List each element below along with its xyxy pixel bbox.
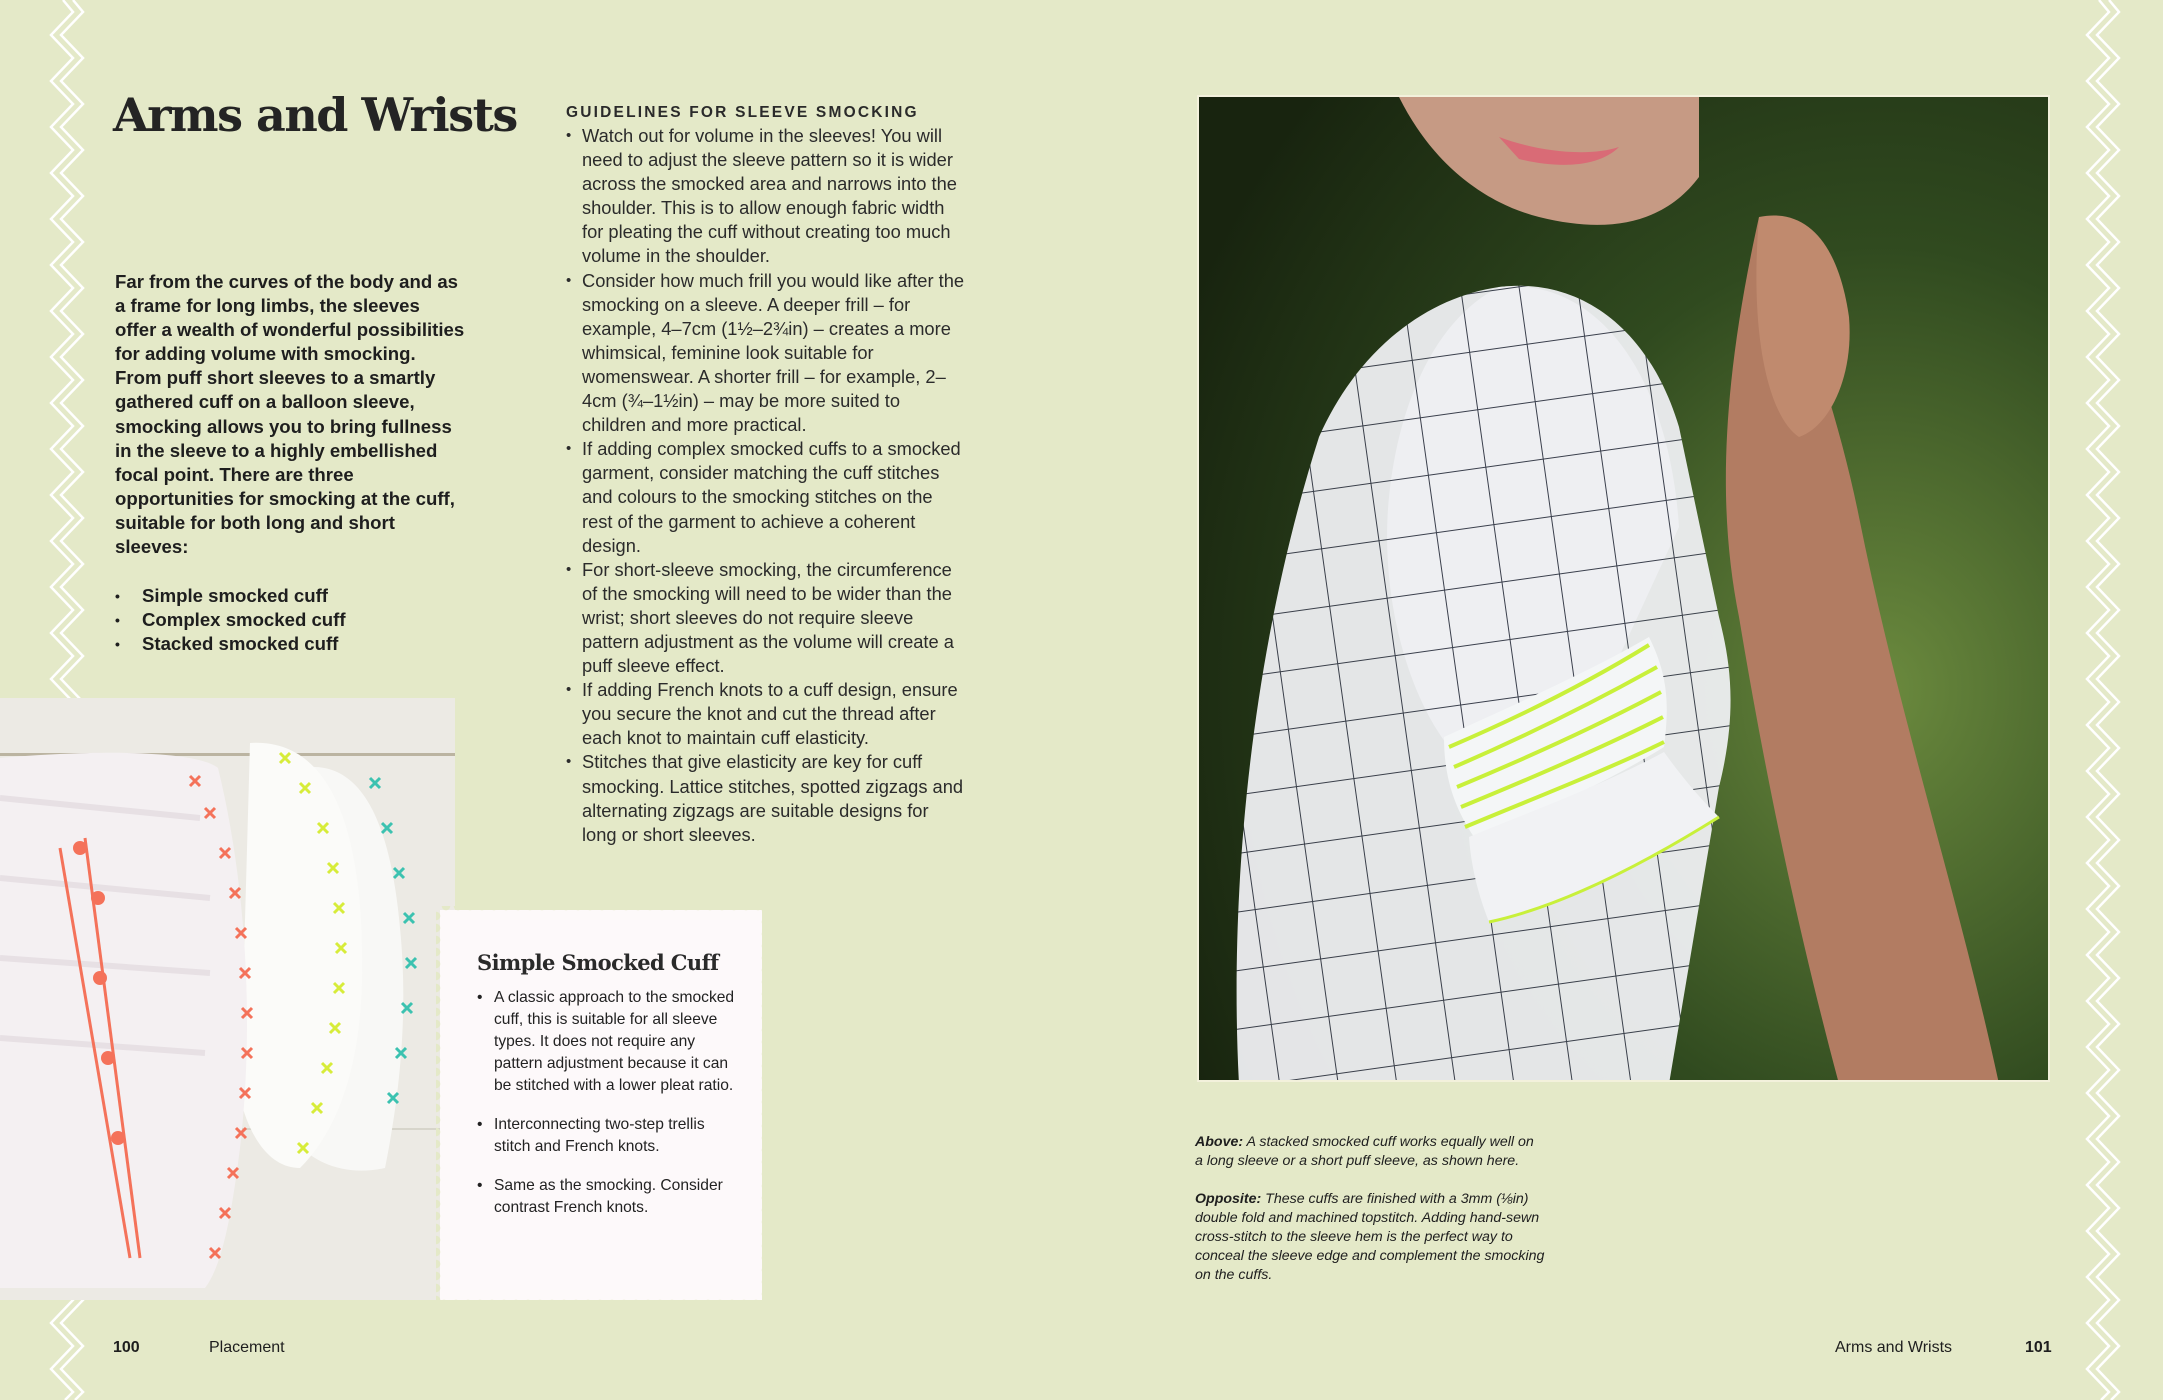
caption-opposite bbox=[1195, 1190, 1545, 1285]
list-item: • Complex smocked cuff bbox=[115, 608, 346, 632]
callout-list bbox=[477, 987, 736, 1219]
cuff-types-list bbox=[115, 584, 346, 656]
guideline-item: • Stitches that give elasticity are key for cuff smocking. Lattice stitches, spotted zigzags and alternating zigzags are suitable designs for long or short sleeves. bbox=[566, 750, 966, 846]
stamp-edge bbox=[758, 910, 766, 1300]
caption-above bbox=[1195, 1133, 1545, 1171]
guidelines-section bbox=[566, 104, 966, 847]
list-item: • Stacked smocked cuff bbox=[115, 632, 346, 656]
callout-title: Simple Smocked Cuff bbox=[477, 950, 719, 975]
stamp-edge bbox=[436, 910, 444, 1300]
guidelines-list bbox=[566, 124, 966, 847]
guideline-item: • Watch out for volume in the sleeves! You will need to adjust the sleeve pattern so it is wider across the smocked area and narrows into the shoulder. This is to allow enough fabric width for pleating the cuff without creating too much volume in the shoulder. bbox=[566, 124, 966, 269]
cuffs-illustration bbox=[0, 698, 455, 1300]
page-title: Arms and Wrists bbox=[113, 88, 517, 142]
guidelines-heading: GUIDELINES FOR SLEEVE SMOCKING bbox=[566, 104, 919, 121]
list-item: • Simple smocked cuff bbox=[115, 584, 346, 608]
guideline-item: • Consider how much frill you would like after the smocking on a sleeve. A deeper frill – for example, 4–7cm (1½–2¾in) – creates a more whimsical, feminine look suitable for womenswear. A shorter frill – for example, 2–4cm (¾–1½in) – may be more suited to children and more practical. bbox=[566, 269, 966, 438]
caption-text: These cuffs are finished with a 3mm (⅛in) double fold and machined topstitch. Adding hand-sewn cross-stitch to the sleeve hem is the perfect way to conceal the sleeve edge and complement the smocking on the cuffs. bbox=[1195, 1191, 1545, 1283]
caption-text: A stacked smocked cuff works equally well on a long sleeve or a short puff sleeve, as shown here. bbox=[1195, 1134, 1534, 1169]
callout-item: • Interconnecting two-step trellis stitch and French knots. bbox=[477, 1114, 736, 1158]
guideline-item: • If adding complex smocked cuffs to a smocked garment, consider matching the cuff stitches and colours to the smocking stitches on the rest of the garment to achieve a coherent design. bbox=[566, 437, 966, 557]
sleeve-illustration bbox=[1199, 97, 2050, 1082]
callout-item: • Same as the smocking. Consider contrast French knots. bbox=[477, 1175, 736, 1219]
running-head-right: Arms and Wrists bbox=[1835, 1339, 1953, 1356]
page-number-left: 100 bbox=[113, 1339, 140, 1356]
zigzag-border-right bbox=[2083, 0, 2123, 1400]
guideline-item: • If adding French knots to a cuff design, ensure you secure the knot and cut the thread after each knot to maintain cuff elasticity. bbox=[566, 678, 966, 750]
caption-label: Opposite: bbox=[1195, 1191, 1262, 1207]
running-head-left: Placement bbox=[209, 1339, 285, 1356]
intro-paragraph: Far from the curves of the body and as a frame for long limbs, the sleeves offer a wealth of wonderful possibilities for adding volume with smocking. From puff short sleeves to a smartly gathered cuff on a balloon sleeve, smocking allows you to bring fullness in the sleeve to a highly embellished focal point. There are three opportunities for smocking at the cuff, suitable for both long and short sleeves: bbox=[115, 271, 465, 558]
caption-label: Above: bbox=[1195, 1134, 1244, 1150]
guideline-item: • For short-sleeve smocking, the circumference of the smocking will need to be wider than the wrist; short sleeves do not require sleeve pattern adjustment as the volume will create a puff sleeve effect. bbox=[566, 558, 966, 678]
photo-caption bbox=[1195, 1133, 1545, 1304]
callout-simple-smocked-cuff bbox=[440, 910, 762, 1300]
callout-item: • A classic approach to the smocked cuff, this is suitable for all sleeve types. It does not require any pattern adjustment because it can be stitched with a lower pleat ratio. bbox=[477, 987, 736, 1097]
page-number-right: 101 bbox=[2025, 1339, 2052, 1356]
photo-cuffs-flatlay bbox=[0, 698, 455, 1300]
photo-smocked-sleeve bbox=[1197, 95, 2050, 1082]
